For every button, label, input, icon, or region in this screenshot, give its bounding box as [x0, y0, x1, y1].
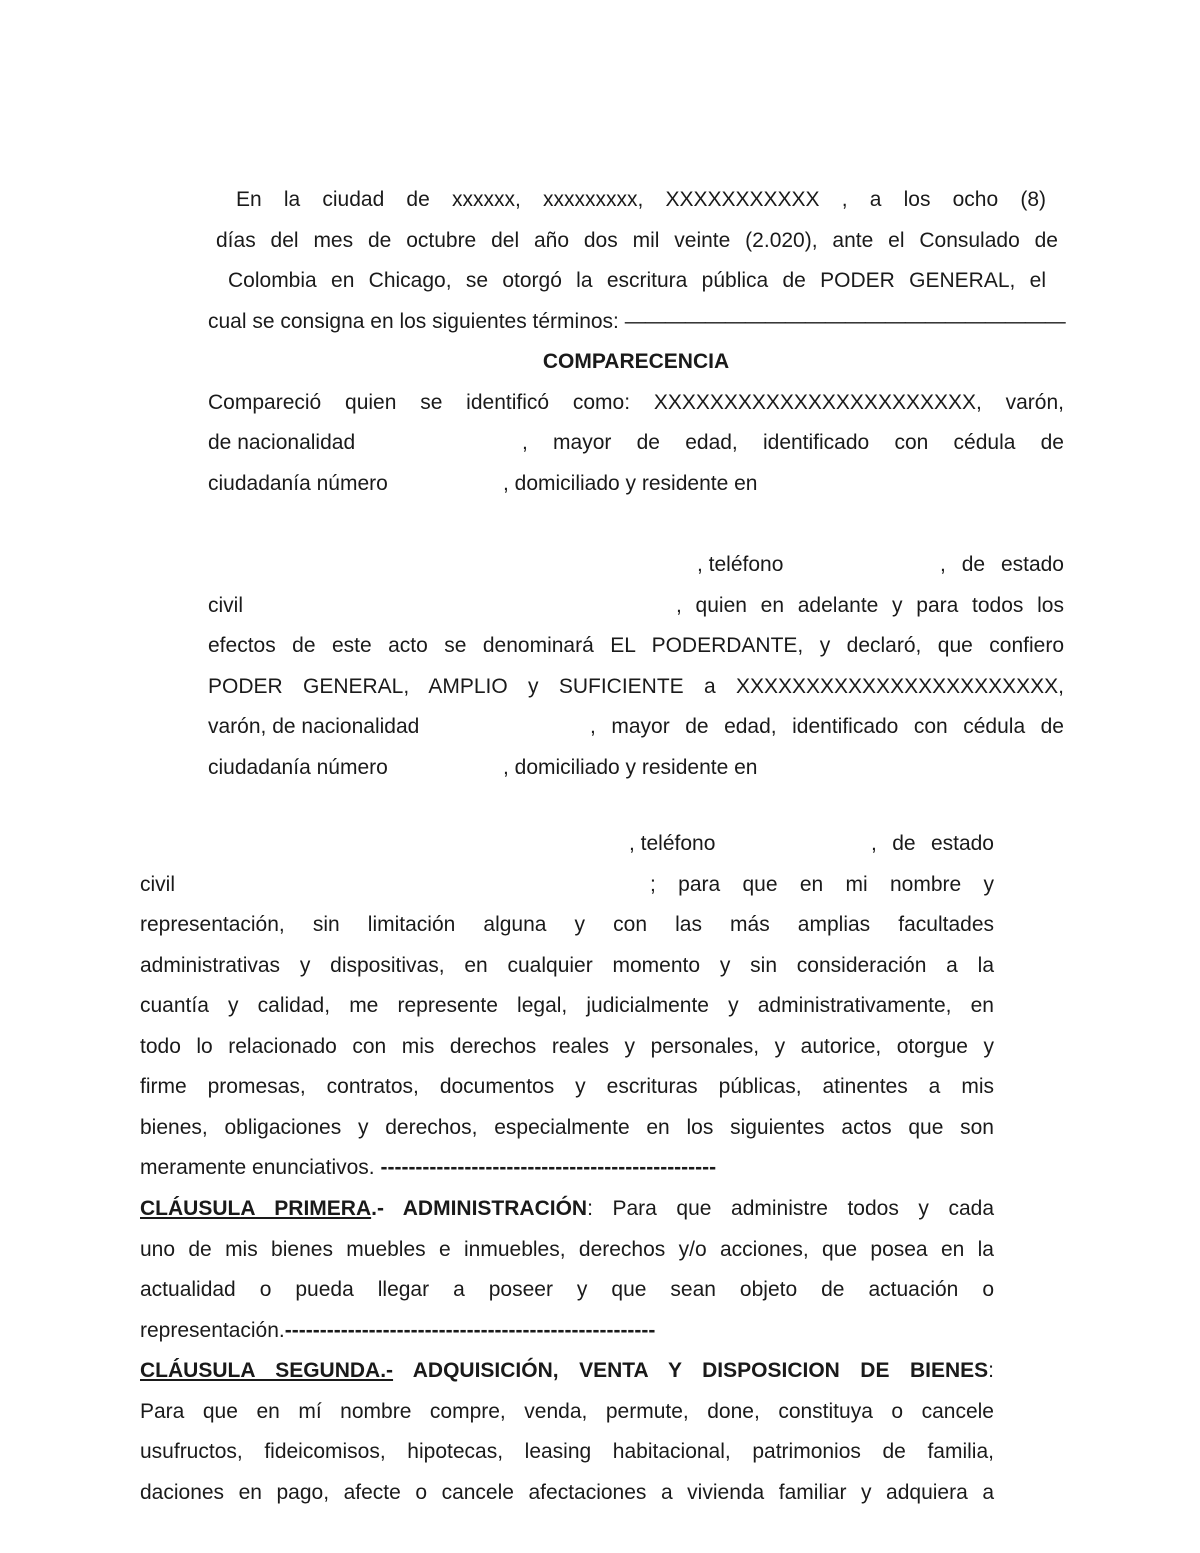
- comparecencia-line-14: cuantía y calidad, me represente legal, judicialmente y administrativamente, en: [140, 994, 994, 1017]
- clausula-segunda-label: CLÁUSULA SEGUNDA.-: [140, 1359, 394, 1382]
- intro-line-4-dashes: ——————————————————————: [624, 310, 1065, 333]
- intro-line-3: Colombia en Chicago, se otorgó la escritura pública de PODER GENERAL, el: [228, 269, 1046, 292]
- comparecencia-line-11b: ; para que en mi nombre y: [650, 873, 994, 896]
- clausula-primera-line-4: [140, 1317, 655, 1345]
- comparecencia-line-5a: civil: [208, 594, 243, 617]
- intro-line-1: En la ciudad de xxxxxx, xxxxxxxxx, XXXXXXXXXXX , a los ocho (8): [236, 188, 1046, 211]
- comparecencia-line-2a: de nacionalidad: [208, 431, 356, 454]
- comparecencia-line-10a: , teléfono: [629, 832, 716, 855]
- clausula-primera-line-3: actualidad o pueda llegar a poseer y que sean objeto de actuación o: [140, 1278, 994, 1301]
- intro-line-4: [208, 308, 1065, 336]
- clausula-primera-title: ADMINISTRACIÓN: [402, 1197, 588, 1220]
- comparecencia-line-9a: ciudadanía número: [208, 756, 388, 779]
- comparecencia-line-9b: , domiciliado y residente en: [503, 756, 758, 779]
- comparecencia-line-18-text: meramente enunciativos.: [140, 1156, 375, 1179]
- clausula-segunda-line-2: Para que en mí nombre compre, venda, permute, done, constituya o cancele: [140, 1400, 994, 1423]
- comparecencia-line-13: administrativas y dispositivas, en cualquier momento y sin consideración a la: [140, 954, 994, 977]
- clausula-segunda-line-1: [140, 1357, 994, 1385]
- clausula-segunda-line-3: usufructos, fideicomisos, hipotecas, leasing habitacional, patrimonios de familia,: [140, 1440, 994, 1463]
- comparecencia-line-18: [140, 1154, 716, 1182]
- clausula-primera-line-2: uno de mis bienes muebles e inmuebles, derechos y/o acciones, que posea en la: [140, 1238, 994, 1261]
- comparecencia-line-11a: civil: [140, 873, 175, 896]
- comparecencia-line-8a: varón, de nacionalidad: [208, 715, 420, 738]
- comparecencia-line-17: bienes, obligaciones y derechos, especialmente en los siguientes actos que son: [140, 1116, 994, 1139]
- clausula-primera-label: CLÁUSULA PRIMERA: [140, 1197, 372, 1220]
- comparecencia-line-10b: , de estado: [871, 832, 994, 855]
- comparecencia-line-5b: , quien en adelante y para todos los: [676, 594, 1064, 617]
- comparecencia-line-16: firme promesas, contratos, documentos y escrituras públicas, atinentes a mis: [140, 1075, 994, 1098]
- clausula-segunda-line-1-rest: :: [988, 1359, 995, 1382]
- clausula-primera-line-1: [140, 1195, 994, 1223]
- comparecencia-line-18-dashes: ------------------------------------------------: [380, 1156, 717, 1179]
- comparecencia-line-3b: , domiciliado y residente en: [503, 472, 758, 495]
- clausula-segunda-line-4: daciones en pago, afecte o cancele afectaciones a vivienda familiar y adquiera a: [140, 1481, 994, 1504]
- clausula-primera-line-1-rest: : Para que administre todos y cada: [587, 1197, 994, 1220]
- comparecencia-line-7: PODER GENERAL, AMPLIO y SUFICIENTE a XXXXXXXXXXXXXXXXXXXXXXX,: [208, 675, 1064, 698]
- comparecencia-line-4b: , de estado: [940, 553, 1064, 576]
- intro-line-2: días del mes de octubre del año dos mil veinte (2.020), ante el Consulado de: [216, 229, 1058, 252]
- clausula-primera-line-4-dashes: -----------------------------------------------------: [284, 1319, 656, 1342]
- comparecencia-line-4a: , teléfono: [697, 553, 784, 576]
- intro-line-4-text: cual se consigna en los siguientes términos:: [208, 310, 619, 333]
- comparecencia-line-12: representación, sin limitación alguna y con las más amplias facultades: [140, 913, 994, 936]
- comparecencia-line-1: Compareció quien se identificó como: XXXXXXXXXXXXXXXXXXXXXXX, varón,: [208, 391, 1064, 414]
- clausula-segunda-title: ADQUISICIÓN, VENTA Y DISPOSICION DE BIENES: [393, 1359, 989, 1382]
- comparecencia-line-15: todo lo relacionado con mis derechos reales y personales, y autorice, otorgue y: [140, 1035, 994, 1058]
- comparecencia-line-2b: , mayor de edad, identificado con cédula de: [522, 431, 1064, 454]
- clausula-primera-sep: .-: [371, 1197, 403, 1220]
- comparecencia-line-8b: , mayor de edad, identificado con cédula de: [590, 715, 1064, 738]
- comparecencia-line-3a: ciudadanía número: [208, 472, 388, 495]
- section-heading-comparecencia: COMPARECENCIA: [542, 350, 730, 373]
- clausula-primera-line-4-text: representación.: [140, 1319, 285, 1342]
- comparecencia-line-6: efectos de este acto se denominará EL PODERDANTE, y declaró, que confiero: [208, 634, 1064, 657]
